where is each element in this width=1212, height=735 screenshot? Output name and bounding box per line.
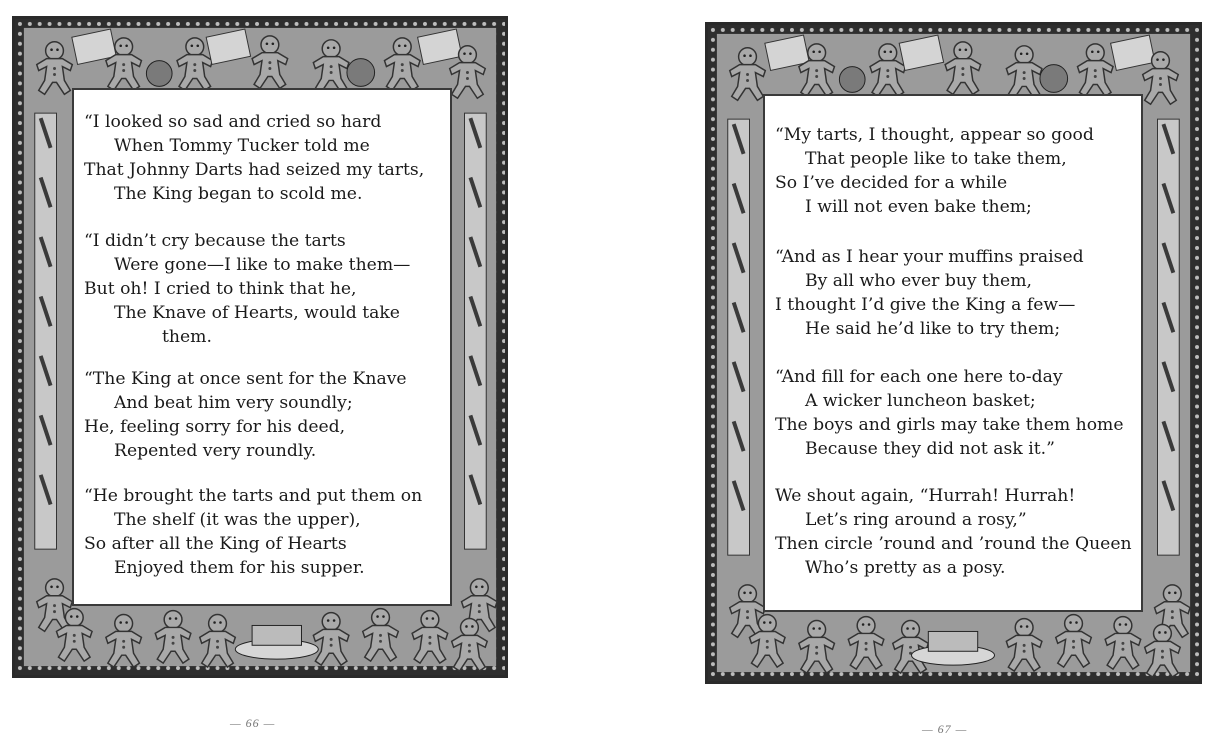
verse-line: “I looked so sad and cried so hard	[84, 112, 382, 132]
verse-line: The boys and girls may take them home	[775, 415, 1124, 435]
verse-panel	[72, 88, 452, 606]
stanza	[775, 245, 1135, 341]
verse-line: “And fill for each one here to-day	[775, 367, 1063, 387]
verse-line: “He brought the tarts and put them on	[84, 486, 423, 506]
verse-line: So after all the King of Hearts	[84, 534, 347, 554]
verse-line: That people like to take them,	[805, 149, 1067, 169]
verse-line: So I’ve decided for a while	[775, 173, 1008, 193]
verse-line: By all who ever buy them,	[805, 271, 1032, 291]
stanza	[84, 110, 444, 206]
verse-line: The shelf (it was the upper),	[114, 510, 361, 530]
page-right	[705, 22, 1202, 684]
verse-line: them.	[162, 327, 212, 347]
stanza	[775, 484, 1135, 580]
verse-line: Were gone—I like to make them—	[114, 255, 411, 275]
page-left	[12, 16, 508, 678]
verse-line: Let’s ring around a rosy,”	[805, 510, 1027, 530]
stanza	[84, 367, 444, 463]
verse-line: Repented very roundly.	[114, 441, 317, 461]
verse-line: But oh! I cried to think that he,	[84, 279, 357, 299]
stanza	[775, 365, 1135, 461]
verse-line: When Tommy Tucker told me	[114, 136, 370, 156]
verse-line: “The King at once sent for the Knave	[84, 369, 407, 389]
verse-line: Enjoyed them for his supper.	[114, 558, 365, 578]
page-number-right: — 67 —	[922, 722, 968, 735]
stanza	[775, 123, 1135, 219]
verse-panel	[763, 94, 1143, 612]
verse-line: That Johnny Darts had seized my tarts,	[84, 160, 425, 180]
verse-line: I will not even bake them;	[805, 197, 1032, 217]
verse-line: Then circle ’round and ’round the Queen	[775, 534, 1132, 554]
verse-line: I thought I’d give the King a few—	[775, 295, 1076, 315]
verse-line: Who’s pretty as a posy.	[805, 558, 1006, 578]
verse-line: “My tarts, I thought, appear so good	[775, 125, 1094, 145]
verse-line: And beat him very soundly;	[114, 393, 353, 413]
verse-line: “And as I hear your muffins praised	[775, 247, 1084, 267]
stanza	[84, 484, 444, 580]
verse-line: He said he’d like to try them;	[805, 319, 1061, 339]
verse-line: A wicker luncheon basket;	[805, 391, 1036, 411]
verse-line: “I didn’t cry because the tarts	[84, 231, 346, 251]
verse-line: The King began to scold me.	[114, 184, 363, 204]
verse-line: He, feeling sorry for his deed,	[84, 417, 346, 437]
verse-line: We shout again, “Hurrah! Hurrah!	[775, 486, 1076, 506]
page-number-left: — 66 —	[230, 716, 276, 730]
verse-line: The Knave of Hearts, would take	[114, 303, 400, 323]
verse-line: Because they did not ask it.”	[805, 439, 1055, 459]
stanza	[84, 229, 444, 349]
